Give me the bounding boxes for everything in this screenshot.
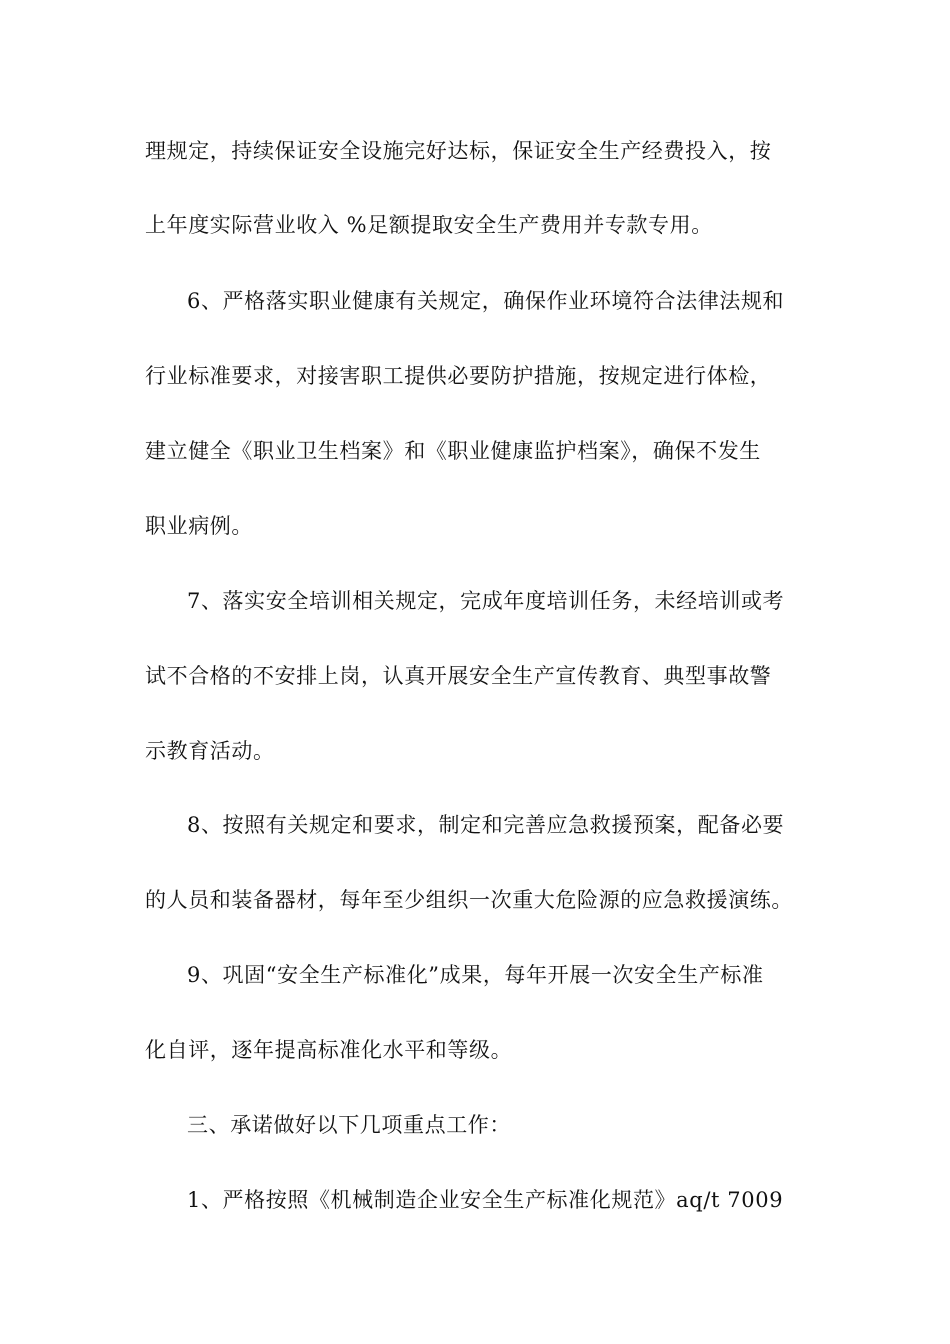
- paragraph-start-line: 7、落实安全培训相关规定，完成年度培训任务，未经培训或考: [187, 589, 785, 613]
- text-line: 的人员和装备器材，每年至少组织一次重大危险源的应急救援演练。: [145, 888, 793, 912]
- text-line: 示教育活动。: [145, 739, 275, 763]
- text-line: 上年度实际营业收入 %足额提取安全生产费用并专款专用。: [145, 213, 713, 237]
- paragraph-start-line: 9、巩固“安全生产标准化”成果，每年开展一次安全生产标准: [187, 963, 764, 987]
- text-line: 试不合格的不安排上岗，认真开展安全生产宣传教育、典型事故警: [145, 664, 772, 688]
- text-line: 建立健全《职业卫生档案》和《职业健康监护档案》，确保不发生: [145, 439, 761, 463]
- text-line: 化自评，逐年提高标准化水平和等级。: [145, 1038, 513, 1062]
- paragraph-start-line: 1、严格按照《机械制造企业安全生产标准化规范》aq/t 7009: [187, 1188, 784, 1212]
- paragraph-start-line: 6、严格落实职业健康有关规定，确保作业环境符合法律法规和: [187, 289, 785, 313]
- text-line: 行业标准要求，对接害职工提供必要防护措施，按规定进行体检，: [145, 364, 772, 388]
- text-line: 理规定，持续保证安全设施完好达标，保证安全生产经费投入，按: [145, 139, 772, 163]
- text-line: 职业病例。: [145, 514, 253, 538]
- section-heading: 三、承诺做好以下几项重点工作：: [187, 1113, 511, 1137]
- paragraph-start-line: 8、按照有关规定和要求，制定和完善应急救援预案，配备必要: [187, 813, 785, 837]
